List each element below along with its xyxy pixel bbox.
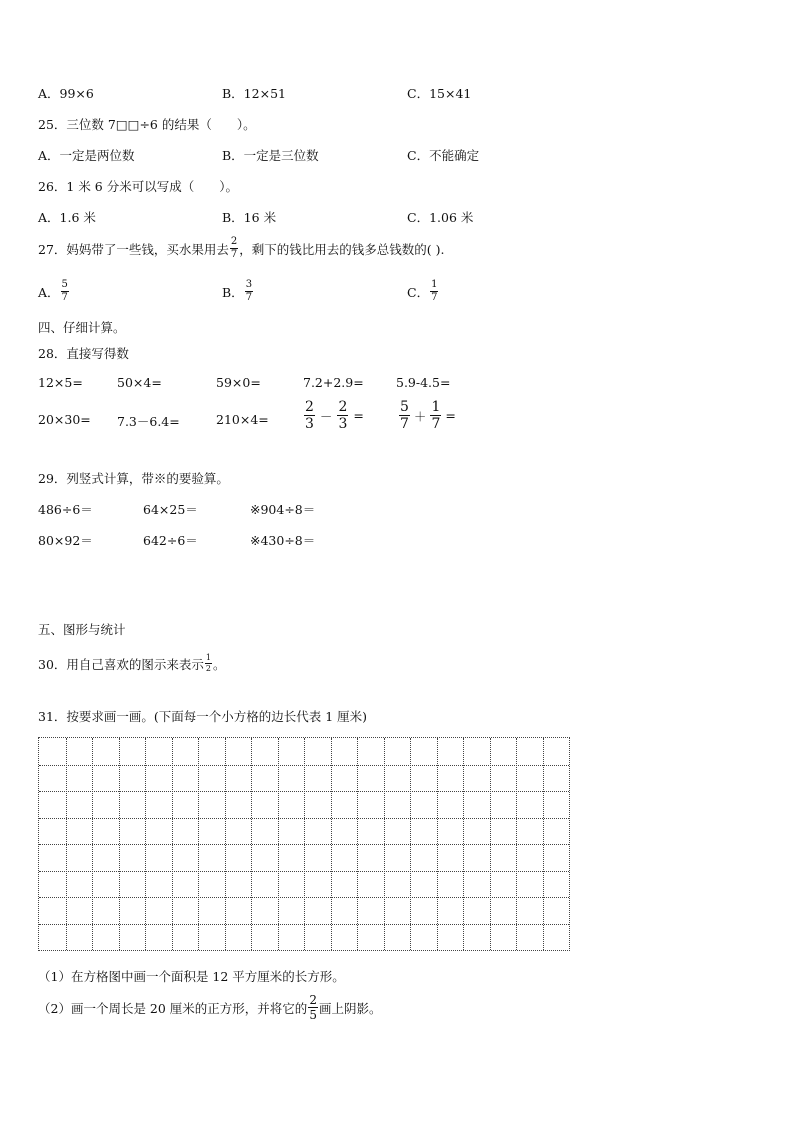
fraction-denominator: 7 — [400, 416, 409, 432]
q31-item-2-text-end: 画上阴影。 — [318, 1000, 382, 1016]
equals-sign: = — [353, 408, 364, 423]
q27-stem-text-end: ，剩下的钱比用去的钱多总钱数的( ). — [239, 241, 445, 257]
q30-stem — [38, 654, 226, 673]
fraction-numerator: 1 — [205, 653, 212, 662]
operator: － — [319, 408, 333, 424]
fraction-numerator: 2 — [305, 399, 314, 415]
option-label: A． — [38, 284, 60, 300]
q25-option-b: B．一定是三位数 — [222, 148, 319, 163]
q29-item: ※430÷8＝ — [250, 533, 316, 548]
fraction-numerator: 3 — [245, 279, 253, 290]
fraction-numerator: 2 — [230, 236, 238, 247]
q31-title: 31．按要求画一画。(下面每一个小方格的边长代表 1 厘米) — [38, 709, 368, 724]
q28-item: 7.3－6.4= — [117, 414, 180, 429]
q28-item: 59×0= — [216, 375, 261, 390]
fraction-numerator: 1 — [431, 279, 438, 290]
q27-option-c — [407, 280, 439, 303]
fraction — [337, 400, 348, 431]
q30-fraction — [205, 654, 212, 673]
q29-item: 80×92＝ — [38, 533, 93, 548]
q24-option-b: B．12×51 — [222, 86, 286, 101]
section-5-heading: 五、图形与统计 — [38, 622, 126, 637]
q26-option-a: A．1.6 米 — [38, 210, 96, 225]
fraction-denominator: 2 — [205, 664, 212, 673]
q26-stem: 26．1 米 6 分米可以写成（ ）。 — [38, 179, 238, 194]
q29-item: 486÷6＝ — [38, 502, 93, 517]
fraction-denominator: 7 — [230, 249, 238, 260]
q29-item: ※904÷8＝ — [250, 502, 316, 517]
q27-option-b — [222, 280, 254, 303]
q29-title: 29．列竖式计算，带※的要验算。 — [38, 471, 229, 486]
q30-stem-text: 30．用自己喜欢的图示来表示 — [38, 656, 204, 672]
option-label: C． — [407, 284, 430, 300]
q28-item: 20×30= — [38, 412, 91, 427]
q27-stem-fraction — [230, 237, 238, 260]
section-4-heading: 四、仔细计算。 — [38, 320, 126, 335]
q28-item: 50×4= — [117, 375, 162, 390]
fraction-numerator: 5 — [400, 399, 409, 415]
q24-option-a: A．99×6 — [38, 86, 94, 101]
q28-item: 7.2+2.9= — [303, 375, 364, 390]
grid-line-horizontal — [39, 924, 569, 925]
square-grid — [38, 737, 570, 951]
fraction-numerator: 2 — [338, 399, 348, 415]
fraction-numerator: 2 — [309, 993, 317, 1007]
equals-sign: = — [445, 408, 456, 423]
fraction-numerator: 5 — [61, 279, 68, 290]
fraction-denominator: 3 — [305, 416, 314, 432]
fraction-numerator: 1 — [431, 399, 441, 415]
q28-fraction-expression-2 — [398, 400, 456, 431]
q31-item-1: （1）在方格图中画一个面积是 12 平方厘米的长方形。 — [38, 969, 345, 984]
grid-line-horizontal — [39, 871, 569, 872]
fraction-denominator: 7 — [245, 292, 253, 303]
q27-stem — [38, 237, 445, 260]
grid-line-horizontal — [39, 818, 569, 819]
q28-item: 210×4= — [216, 412, 269, 427]
q25-option-c: C．不能确定 — [407, 148, 480, 163]
q28-item: 12×5= — [38, 375, 83, 390]
q26-option-c: C．1.06 米 — [407, 210, 474, 225]
q31-item-2-text: （2）画一个周长是 20 厘米的正方形，并将它的 — [38, 1000, 308, 1016]
q27-stem-text: 27．妈妈带了一些钱，买水果用去 — [38, 241, 229, 257]
option-fraction — [61, 280, 69, 303]
q29-item: 642÷6＝ — [143, 533, 198, 548]
fraction — [430, 400, 441, 431]
option-label: B． — [222, 284, 244, 300]
option-fraction — [245, 280, 253, 303]
q26-option-b: B．16 米 — [222, 210, 277, 225]
q29-item: 64×25＝ — [143, 502, 198, 517]
q31-item-2 — [38, 994, 381, 1021]
grid-line-horizontal — [39, 897, 569, 898]
grid-line-horizontal — [39, 765, 569, 766]
grid-line-horizontal — [39, 844, 569, 845]
fraction-denominator: 7 — [61, 292, 68, 303]
q28-title: 28．直接写得数 — [38, 346, 129, 361]
q28-fraction-expression-1 — [303, 400, 364, 431]
q27-option-a — [38, 280, 70, 303]
operator: ＋ — [413, 408, 427, 424]
q31-item-2-fraction — [308, 994, 318, 1021]
q25-option-a: A．一定是两位数 — [38, 148, 135, 163]
fraction-denominator: 3 — [338, 416, 348, 432]
q25-stem: 25．三位数 7□□÷6 的结果（ ）。 — [38, 117, 256, 132]
fraction-denominator: 7 — [431, 416, 441, 432]
fraction — [304, 400, 315, 431]
q24-option-c: C．15×41 — [407, 86, 472, 101]
fraction-denominator: 5 — [309, 1008, 317, 1022]
fraction — [399, 400, 410, 431]
grid-line-horizontal — [39, 791, 569, 792]
q30-stem-end: 。 — [213, 656, 226, 672]
q28-item: 5.9-4.5= — [396, 375, 451, 390]
fraction-denominator: 7 — [431, 292, 438, 303]
option-fraction — [430, 280, 438, 303]
